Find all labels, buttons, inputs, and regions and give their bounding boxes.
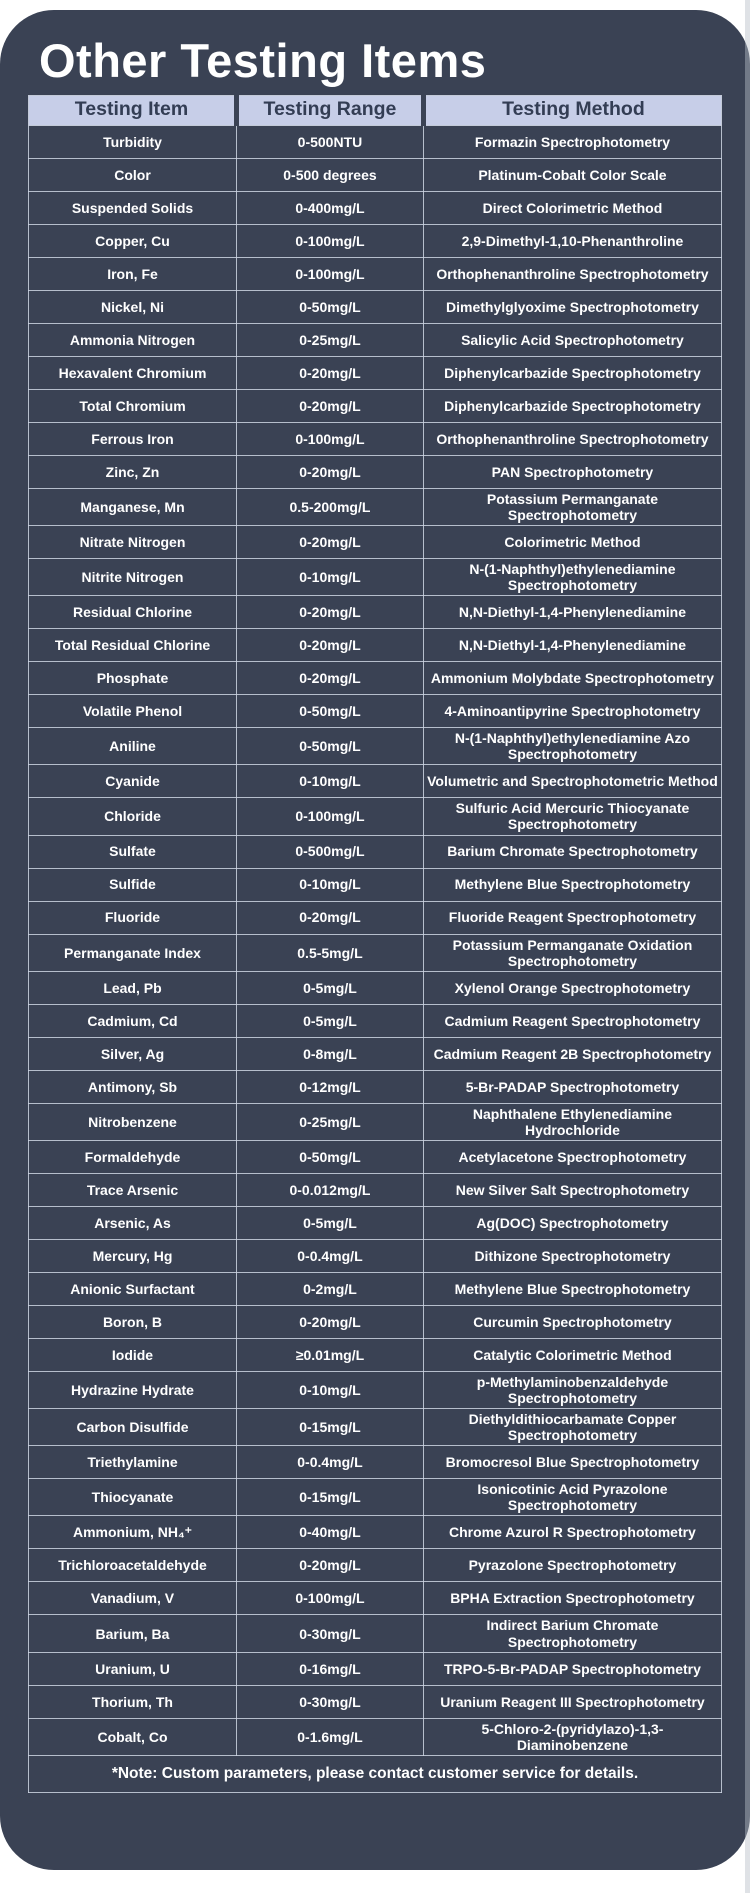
- testing-item-cell: Zinc, Zn: [29, 455, 237, 488]
- testing-method-cell: Barium Chromate Spectrophotometry: [423, 835, 721, 868]
- testing-range-cell: 0-100mg/L: [236, 1582, 423, 1615]
- table-row: [29, 257, 722, 290]
- testing-item-cell: Hexavalent Chromium: [29, 356, 237, 389]
- table-row: [29, 1582, 722, 1615]
- testing-method-cell: Fluoride Reagent Spectrophotometry: [423, 901, 721, 934]
- table-row: [29, 191, 722, 224]
- testing-method-cell: PAN Spectrophotometry: [423, 455, 721, 488]
- testing-item-cell: Anionic Surfactant: [29, 1272, 237, 1305]
- testing-method-cell: Uranium Reagent III Spectrophotometry: [423, 1685, 721, 1718]
- testing-method-cell: 2,9-Dimethyl-1,10-Phenanthroline: [423, 224, 721, 257]
- table-row: [29, 835, 722, 868]
- table-row: [29, 488, 722, 525]
- testing-method-cell: Dithizone Spectrophotometry: [423, 1239, 721, 1272]
- testing-range-cell: 0-50mg/L: [236, 695, 423, 728]
- table-row: [29, 525, 722, 558]
- note-text: *Note: Custom parameters, please contact customer service for details.: [29, 1755, 722, 1792]
- testing-item-cell: Nitrobenzene: [29, 1103, 237, 1140]
- testing-item-cell: Cyanide: [29, 765, 237, 798]
- table-row: [29, 934, 722, 971]
- testing-range-cell: 0-20mg/L: [236, 596, 423, 629]
- testing-method-cell: Indirect Barium Chromate Spectrophotometry: [423, 1615, 721, 1652]
- testing-range-cell: 0-20mg/L: [236, 455, 423, 488]
- testing-range-cell: 0-1.6mg/L: [236, 1718, 423, 1755]
- testing-item-cell: Iodide: [29, 1338, 237, 1371]
- testing-range-cell: 0-0.4mg/L: [236, 1446, 423, 1479]
- testing-item-cell: Fluoride: [29, 901, 237, 934]
- testing-item-cell: Color: [29, 158, 237, 191]
- testing-item-cell: Formaldehyde: [29, 1140, 237, 1173]
- testing-method-cell: Volumetric and Spectrophotometric Method: [423, 765, 721, 798]
- testing-method-cell: Orthophenanthroline Spectrophotometry: [423, 257, 721, 290]
- testing-range-cell: 0-100mg/L: [236, 224, 423, 257]
- testing-range-cell: 0-8mg/L: [236, 1037, 423, 1070]
- testing-method-cell: Dimethylglyoxime Spectrophotometry: [423, 290, 721, 323]
- table-row: [29, 558, 722, 595]
- testing-item-cell: Silver, Ag: [29, 1037, 237, 1070]
- table-row: [29, 1103, 722, 1140]
- testing-range-cell: 0-15mg/L: [236, 1479, 423, 1516]
- testing-method-cell: Methylene Blue Spectrophotometry: [423, 868, 721, 901]
- table-row: [29, 1615, 722, 1652]
- table-row: [29, 868, 722, 901]
- testing-range-cell: 0-500 degrees: [236, 158, 423, 191]
- table-row: [29, 728, 722, 765]
- testing-range-cell: 0-10mg/L: [236, 1371, 423, 1408]
- testing-range-cell: 0.5-5mg/L: [236, 934, 423, 971]
- testing-item-cell: Nickel, Ni: [29, 290, 237, 323]
- table-row: [29, 596, 722, 629]
- testing-item-cell: Nitrate Nitrogen: [29, 525, 237, 558]
- testing-range-cell: 0-50mg/L: [236, 290, 423, 323]
- testing-item-cell: Nitrite Nitrogen: [29, 558, 237, 595]
- table-row: [29, 901, 722, 934]
- testing-item-cell: Cadmium, Cd: [29, 1004, 237, 1037]
- testing-method-cell: Cadmium Reagent 2B Spectrophotometry: [423, 1037, 721, 1070]
- table-row: [29, 1239, 722, 1272]
- testing-method-cell: Potassium Permanganate Oxidation Spectrophotometry: [423, 934, 721, 971]
- testing-range-cell: 0-10mg/L: [236, 558, 423, 595]
- testing-item-cell: Triethylamine: [29, 1446, 237, 1479]
- testing-range-cell: 0-10mg/L: [236, 765, 423, 798]
- table-row: [29, 662, 722, 695]
- testing-method-cell: Diphenylcarbazide Spectrophotometry: [423, 389, 721, 422]
- testing-method-cell: 5-Br-PADAP Spectrophotometry: [423, 1070, 721, 1103]
- testing-range-cell: 0-20mg/L: [236, 662, 423, 695]
- testing-method-cell: Cadmium Reagent Spectrophotometry: [423, 1004, 721, 1037]
- testing-range-cell: 0-20mg/L: [236, 389, 423, 422]
- testing-method-cell: TRPO-5-Br-PADAP Spectrophotometry: [423, 1652, 721, 1685]
- testing-method-cell: Platinum-Cobalt Color Scale: [423, 158, 721, 191]
- testing-item-cell: Sulfate: [29, 835, 237, 868]
- table-row: [29, 1173, 722, 1206]
- testing-items-table: [28, 95, 722, 1792]
- testing-item-cell: Phosphate: [29, 662, 237, 695]
- testing-range-cell: 0-10mg/L: [236, 868, 423, 901]
- testing-method-cell: Pyrazolone Spectrophotometry: [423, 1549, 721, 1582]
- testing-method-cell: 5-Chloro-2-(pyridylazo)-1,3-Diaminobenzene: [423, 1718, 721, 1755]
- table-row: [29, 1338, 722, 1371]
- testing-range-cell: 0-50mg/L: [236, 1140, 423, 1173]
- table-row: [29, 1652, 722, 1685]
- table-row: [29, 323, 722, 356]
- testing-method-cell: Salicylic Acid Spectrophotometry: [423, 323, 721, 356]
- testing-range-cell: 0-5mg/L: [236, 971, 423, 1004]
- testing-method-cell: N-(1-Naphthyl)ethylenediamine Azo Spectrophotometry: [423, 728, 721, 765]
- testing-item-cell: Trace Arsenic: [29, 1173, 237, 1206]
- table-row: [29, 290, 722, 323]
- testing-method-cell: Bromocresol Blue Spectrophotometry: [423, 1446, 721, 1479]
- testing-range-cell: 0-20mg/L: [236, 525, 423, 558]
- table-row: [29, 1718, 722, 1755]
- testing-method-cell: Isonicotinic Acid Pyrazolone Spectrophotometry: [423, 1479, 721, 1516]
- testing-item-cell: Copper, Cu: [29, 224, 237, 257]
- testing-range-cell: 0-25mg/L: [236, 1103, 423, 1140]
- testing-range-cell: 0-500mg/L: [236, 835, 423, 868]
- page-title: Other Testing Items: [39, 34, 487, 87]
- testing-item-cell: Vanadium, V: [29, 1582, 237, 1615]
- testing-method-cell: Curcumin Spectrophotometry: [423, 1305, 721, 1338]
- testing-range-cell: 0-30mg/L: [236, 1685, 423, 1718]
- table-row: [29, 629, 722, 662]
- testing-range-cell: 0-20mg/L: [236, 629, 423, 662]
- column-header-testing-range: Testing Range: [236, 96, 423, 125]
- testing-method-cell: Formazin Spectrophotometry: [423, 125, 721, 158]
- testing-item-cell: Residual Chlorine: [29, 596, 237, 629]
- table-row: [29, 455, 722, 488]
- testing-item-cell: Cobalt, Co: [29, 1718, 237, 1755]
- testing-item-cell: Thiocyanate: [29, 1479, 237, 1516]
- testing-item-cell: Permanganate Index: [29, 934, 237, 971]
- testing-item-cell: Volatile Phenol: [29, 695, 237, 728]
- testing-item-cell: Suspended Solids: [29, 191, 237, 224]
- table-row: [29, 224, 722, 257]
- table-row: [29, 356, 722, 389]
- testing-range-cell: 0-0.4mg/L: [236, 1239, 423, 1272]
- testing-item-cell: Hydrazine Hydrate: [29, 1371, 237, 1408]
- note-row: [29, 1755, 722, 1792]
- table-row: [29, 1037, 722, 1070]
- table-row: [29, 1070, 722, 1103]
- testing-method-cell: Diethyldithiocarbamate Copper Spectrophotometry: [423, 1409, 721, 1446]
- testing-range-cell: 0-12mg/L: [236, 1070, 423, 1103]
- testing-range-cell: 0-25mg/L: [236, 323, 423, 356]
- table-row: [29, 1206, 722, 1239]
- testing-range-cell: 0-400mg/L: [236, 191, 423, 224]
- testing-range-cell: 0-5mg/L: [236, 1206, 423, 1239]
- testing-item-cell: Ammonia Nitrogen: [29, 323, 237, 356]
- testing-method-cell: Catalytic Colorimetric Method: [423, 1338, 721, 1371]
- table-row: [29, 158, 722, 191]
- testing-item-cell: Total Chromium: [29, 389, 237, 422]
- table-row: [29, 695, 722, 728]
- testing-range-cell: 0-5mg/L: [236, 1004, 423, 1037]
- testing-item-cell: Lead, Pb: [29, 971, 237, 1004]
- testing-range-cell: 0-100mg/L: [236, 798, 423, 835]
- table-row: [29, 1004, 722, 1037]
- testing-method-cell: Ammonium Molybdate Spectrophotometry: [423, 662, 721, 695]
- table-body: [29, 125, 722, 1755]
- table-row: [29, 1272, 722, 1305]
- table-row: [29, 422, 722, 455]
- testing-item-cell: Boron, B: [29, 1305, 237, 1338]
- testing-method-cell: Acetylacetone Spectrophotometry: [423, 1140, 721, 1173]
- table-row: [29, 1685, 722, 1718]
- testing-range-cell: 0-16mg/L: [236, 1652, 423, 1685]
- testing-method-cell: Orthophenanthroline Spectrophotometry: [423, 422, 721, 455]
- testing-range-cell: 0-100mg/L: [236, 257, 423, 290]
- testing-range-cell: 0-30mg/L: [236, 1615, 423, 1652]
- testing-item-cell: Ammonium, NH₄⁺: [29, 1516, 237, 1549]
- testing-range-cell: 0-20mg/L: [236, 1305, 423, 1338]
- testing-method-cell: Chrome Azurol R Spectrophotometry: [423, 1516, 721, 1549]
- testing-item-cell: Thorium, Th: [29, 1685, 237, 1718]
- testing-method-cell: Ag(DOC) Spectrophotometry: [423, 1206, 721, 1239]
- testing-method-cell: N-(1-Naphthyl)ethylenediamine Spectrophotometry: [423, 558, 721, 595]
- testing-method-cell: BPHA Extraction Spectrophotometry: [423, 1582, 721, 1615]
- testing-method-cell: Methylene Blue Spectrophotometry: [423, 1272, 721, 1305]
- testing-method-cell: Xylenol Orange Spectrophotometry: [423, 971, 721, 1004]
- table-row: [29, 1305, 722, 1338]
- testing-method-cell: Naphthalene Ethylenediamine Hydrochloride: [423, 1103, 721, 1140]
- testing-method-cell: New Silver Salt Spectrophotometry: [423, 1173, 721, 1206]
- testing-range-cell: 0-20mg/L: [236, 901, 423, 934]
- table-header: [29, 96, 722, 125]
- testing-range-cell: 0.5-200mg/L: [236, 488, 423, 525]
- testing-item-cell: Mercury, Hg: [29, 1239, 237, 1272]
- testing-item-cell: Uranium, U: [29, 1652, 237, 1685]
- testing-range-cell: 0-2mg/L: [236, 1272, 423, 1305]
- testing-range-cell: 0-100mg/L: [236, 422, 423, 455]
- testing-item-cell: Antimony, Sb: [29, 1070, 237, 1103]
- column-header-testing-item: Testing Item: [29, 96, 237, 125]
- testing-items-card: [0, 10, 750, 1870]
- testing-method-cell: Sulfuric Acid Mercuric Thiocyanate Spectrophotometry: [423, 798, 721, 835]
- table-row: [29, 1446, 722, 1479]
- table-row: [29, 1409, 722, 1446]
- table-row: [29, 1371, 722, 1408]
- testing-item-cell: Arsenic, As: [29, 1206, 237, 1239]
- testing-item-cell: Iron, Fe: [29, 257, 237, 290]
- testing-range-cell: 0-20mg/L: [236, 356, 423, 389]
- testing-item-cell: Total Residual Chlorine: [29, 629, 237, 662]
- column-header-testing-method: Testing Method: [423, 96, 721, 125]
- testing-method-cell: Potassium Permanganate Spectrophotometry: [423, 488, 721, 525]
- table-row: [29, 798, 722, 835]
- testing-method-cell: Colorimetric Method: [423, 525, 721, 558]
- testing-range-cell: 0-20mg/L: [236, 1549, 423, 1582]
- testing-range-cell: 0-500NTU: [236, 125, 423, 158]
- testing-method-cell: Diphenylcarbazide Spectrophotometry: [423, 356, 721, 389]
- header-row: [29, 96, 722, 125]
- table-row: [29, 1140, 722, 1173]
- testing-range-cell: ≥0.01mg/L: [236, 1338, 423, 1371]
- testing-range-cell: 0-15mg/L: [236, 1409, 423, 1446]
- testing-range-cell: 0-0.012mg/L: [236, 1173, 423, 1206]
- testing-item-cell: Turbidity: [29, 125, 237, 158]
- testing-item-cell: Trichloroacetaldehyde: [29, 1549, 237, 1582]
- testing-item-cell: Barium, Ba: [29, 1615, 237, 1652]
- table-row: [29, 1516, 722, 1549]
- table-row: [29, 389, 722, 422]
- testing-item-cell: Sulfide: [29, 868, 237, 901]
- page-right-edge: [745, 0, 750, 1893]
- table-row: [29, 971, 722, 1004]
- table-row: [29, 1549, 722, 1582]
- testing-item-cell: Carbon Disulfide: [29, 1409, 237, 1446]
- testing-range-cell: 0-40mg/L: [236, 1516, 423, 1549]
- table-row: [29, 765, 722, 798]
- table-row: [29, 1479, 722, 1516]
- testing-item-cell: Ferrous Iron: [29, 422, 237, 455]
- testing-method-cell: 4-Aminoantipyrine Spectrophotometry: [423, 695, 721, 728]
- testing-method-cell: N,N-Diethyl-1,4-Phenylenediamine: [423, 629, 721, 662]
- testing-method-cell: Direct Colorimetric Method: [423, 191, 721, 224]
- table-row: [29, 125, 722, 158]
- testing-item-cell: Manganese, Mn: [29, 488, 237, 525]
- table-footer: [29, 1755, 722, 1792]
- testing-item-cell: Chloride: [29, 798, 237, 835]
- testing-method-cell: p-Methylaminobenzaldehyde Spectrophotometry: [423, 1371, 721, 1408]
- testing-range-cell: 0-50mg/L: [236, 728, 423, 765]
- testing-item-cell: Aniline: [29, 728, 237, 765]
- testing-method-cell: N,N-Diethyl-1,4-Phenylenediamine: [423, 596, 721, 629]
